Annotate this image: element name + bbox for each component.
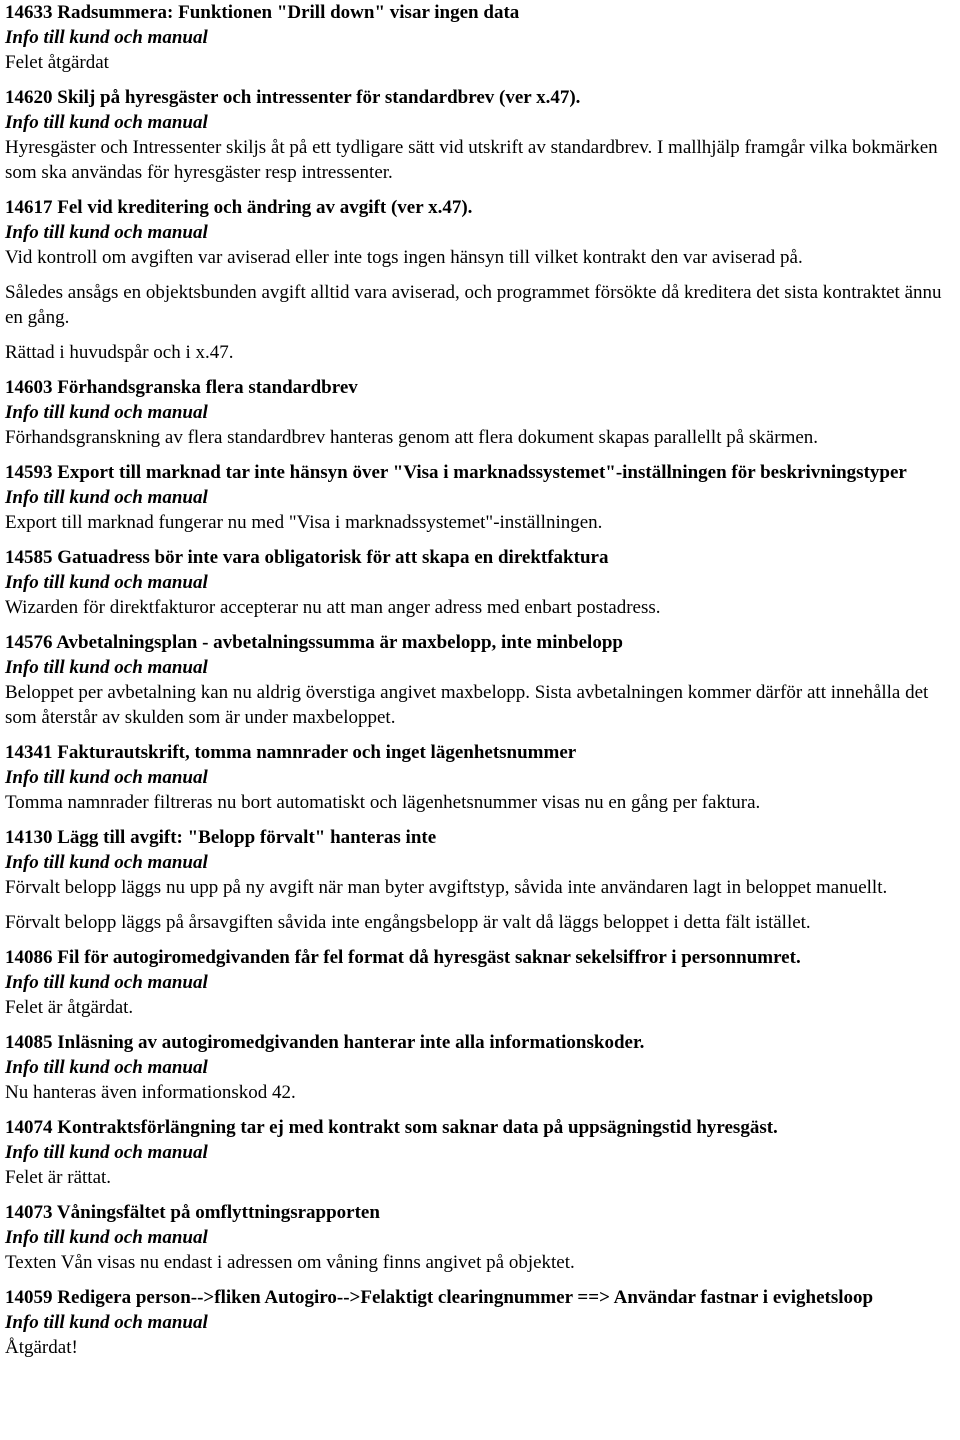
change-entry xyxy=(5,85,955,185)
info-label: Info till kund och manual xyxy=(5,972,208,993)
change-log-document xyxy=(5,0,955,1360)
info-label: Info till kund och manual xyxy=(5,1142,208,1163)
info-label: Info till kund och manual xyxy=(5,852,208,873)
change-entry xyxy=(5,195,955,365)
entry-description: Beloppet per avbetalning kan nu aldrig överstiga angivet maxbelopp. Sista avbetalningen kommer därför att innehålla det som återstår av skulden som är under maxbeloppet. xyxy=(5,682,929,728)
entry-description: Wizarden för direktfakturor accepterar nu att man anger adress med enbart postadress. xyxy=(5,597,661,618)
change-entry xyxy=(5,0,955,75)
entry-title: 14576 Avbetalningsplan - avbetalningssumma är maxbelopp, inte minbelopp xyxy=(5,632,623,653)
change-entry xyxy=(5,1200,955,1275)
change-entry xyxy=(5,1115,955,1190)
entry-description: Således ansågs en objektsbunden avgift alltid vara aviserad, och programmet försökte då kreditera det sista kontraktet ännu en gång. xyxy=(5,282,942,328)
change-entry xyxy=(5,1285,955,1360)
change-entry xyxy=(5,740,955,815)
info-label: Info till kund och manual xyxy=(5,767,208,788)
info-label: Info till kund och manual xyxy=(5,1057,208,1078)
entry-title: 14585 Gatuadress bör inte vara obligatorisk för att skapa en direktfaktura xyxy=(5,547,609,568)
change-entry xyxy=(5,460,955,535)
change-entry xyxy=(5,375,955,450)
entry-description: Vid kontroll om avgiften var aviserad eller inte togs ingen hänsyn till vilket kontrakt den var aviserad på. xyxy=(5,247,803,268)
info-label: Info till kund och manual xyxy=(5,1227,208,1248)
entry-description: Förhandsgranskning av flera standardbrev hanteras genom att flera dokument skapas parallellt på skärmen. xyxy=(5,427,819,448)
entry-title: 14086 Fil för autogiromedgivanden får fel format då hyresgäst saknar sekelsiffror i personnumret. xyxy=(5,947,801,968)
change-entry xyxy=(5,945,955,1020)
entry-title: 14073 Våningsfältet på omflyttningsrapporten xyxy=(5,1202,380,1223)
entry-description: Felet är rättat. xyxy=(5,1167,112,1188)
entry-description: Tomma namnrader filtreras nu bort automatiskt och lägenhetsnummer visas nu en gång per faktura. xyxy=(5,792,761,813)
info-label: Info till kund och manual xyxy=(5,402,208,423)
entry-description: Felet är åtgärdat. xyxy=(5,997,134,1018)
entry-description: Åtgärdat! xyxy=(5,1337,78,1358)
entry-description: Hyresgäster och Intressenter skiljs åt på ett tydligare sätt vid utskrift av standardbrev. I mallhjälp framgår vilka bokmärken som ska användas för hyresgäster resp intressenter. xyxy=(5,137,938,183)
entry-title: 14059 Redigera person-->fliken Autogiro-->Felaktigt clearingnummer ==> Användar fastnar i evighetsloop xyxy=(5,1287,874,1308)
info-label: Info till kund och manual xyxy=(5,572,208,593)
entry-title: 14620 Skilj på hyresgäster och intressenter för standardbrev (ver x.47). xyxy=(5,87,581,108)
entry-description: Förvalt belopp läggs nu upp på ny avgift när man byter avgiftstyp, såvida inte användaren lagt in beloppet manuellt. xyxy=(5,877,888,898)
entry-title: 14085 Inläsning av autogiromedgivanden hanterar inte alla informationskoder. xyxy=(5,1032,645,1053)
info-label: Info till kund och manual xyxy=(5,487,208,508)
entry-description: Texten Vån visas nu endast i adressen om våning finns angivet på objektet. xyxy=(5,1252,575,1273)
entry-title: 14633 Radsummera: Funktionen "Drill down" visar ingen data xyxy=(5,2,520,23)
entry-title: 14603 Förhandsgranska flera standardbrev xyxy=(5,377,358,398)
change-entry xyxy=(5,545,955,620)
entry-description: Nu hanteras även informationskod 42. xyxy=(5,1082,296,1103)
entry-title: 14617 Fel vid kreditering och ändring av avgift (ver x.47). xyxy=(5,197,473,218)
entry-description: Förvalt belopp läggs på årsavgiften såvida inte engångsbelopp är valt då läggs beloppet i detta fält istället. xyxy=(5,912,811,933)
entry-description: Rättad i huvudspår och i x.47. xyxy=(5,342,234,363)
entry-title: 14593 Export till marknad tar inte hänsyn över "Visa i marknadssystemet"-inställningen för beskrivningstyper xyxy=(5,462,907,483)
change-entry xyxy=(5,825,955,935)
entry-description: Export till marknad fungerar nu med "Visa i marknadssystemet"-inställningen. xyxy=(5,512,603,533)
entry-title: 14074 Kontraktsförlängning tar ej med kontrakt som saknar data på uppsägningstid hyresgäst. xyxy=(5,1117,778,1138)
info-label: Info till kund och manual xyxy=(5,27,208,48)
entry-title: 14130 Lägg till avgift: "Belopp förvalt" hanteras inte xyxy=(5,827,437,848)
info-label: Info till kund och manual xyxy=(5,112,208,133)
change-entry xyxy=(5,630,955,730)
entry-title: 14341 Fakturautskrift, tomma namnrader och inget lägenhetsnummer xyxy=(5,742,577,763)
info-label: Info till kund och manual xyxy=(5,1312,208,1333)
info-label: Info till kund och manual xyxy=(5,657,208,678)
entry-description: Felet åtgärdat xyxy=(5,52,109,73)
change-entry xyxy=(5,1030,955,1105)
info-label: Info till kund och manual xyxy=(5,222,208,243)
